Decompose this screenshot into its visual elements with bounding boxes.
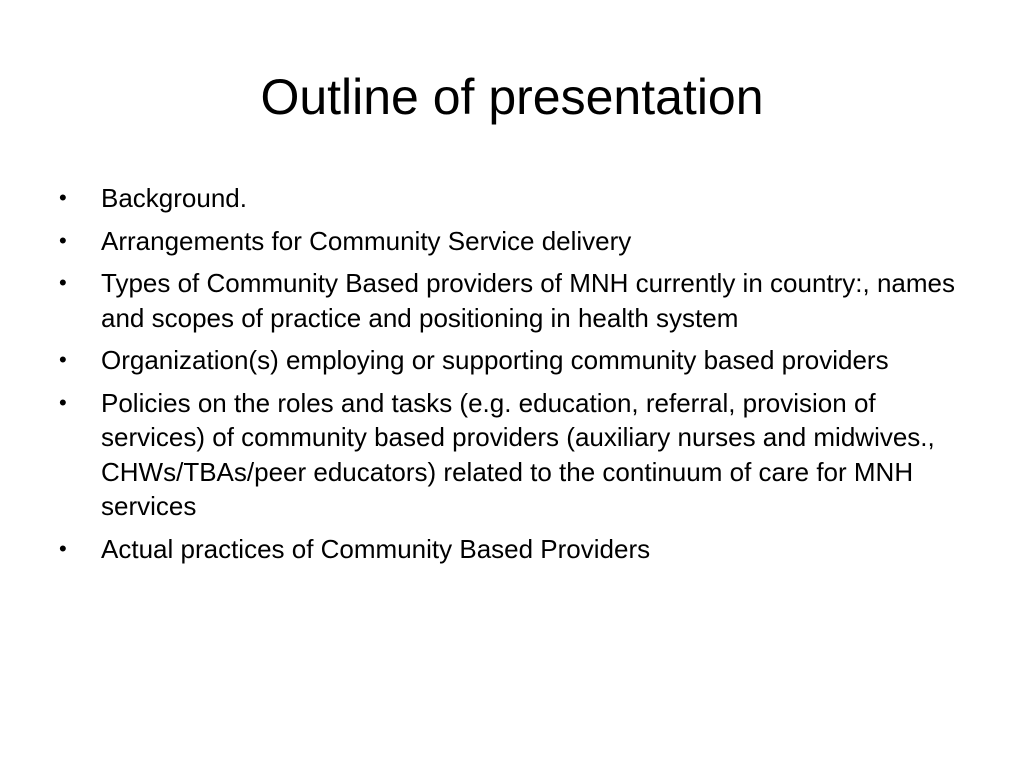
bullet-icon: • [59, 389, 67, 415]
bullet-text: Organization(s) employing or supporting community based providers [101, 345, 889, 375]
bullet-icon: • [59, 535, 67, 561]
bullet-text: Types of Community Based providers of MNH currently in country:, names and scopes of practice and positioning in health system [101, 268, 955, 333]
bullet-item [56, 532, 966, 567]
bullet-item [56, 343, 966, 378]
bullet-icon: • [59, 227, 67, 253]
bullet-item [56, 181, 966, 216]
bullet-list [56, 181, 966, 574]
bullet-icon: • [59, 347, 67, 372]
bullet-item [56, 266, 966, 335]
bullet-text: Background. [101, 183, 247, 213]
bullet-icon: • [59, 270, 67, 295]
bullet-item [56, 224, 966, 259]
bullet-icon: • [59, 185, 67, 210]
bullet-text: Policies on the roles and tasks (e.g. education, referral, provision of services) of community based providers (auxiliary nurses and midwives., CHWs/TBAs/peer educators) related to the continuum of care for MNH services [101, 387, 935, 521]
bullet-item [56, 386, 966, 524]
bullet-text: Arrangements for Community Service delivery [101, 225, 632, 256]
bullet-text: Actual practices of Community Based Providers [101, 533, 651, 564]
slide-title: Outline of presentation [260, 69, 764, 125]
